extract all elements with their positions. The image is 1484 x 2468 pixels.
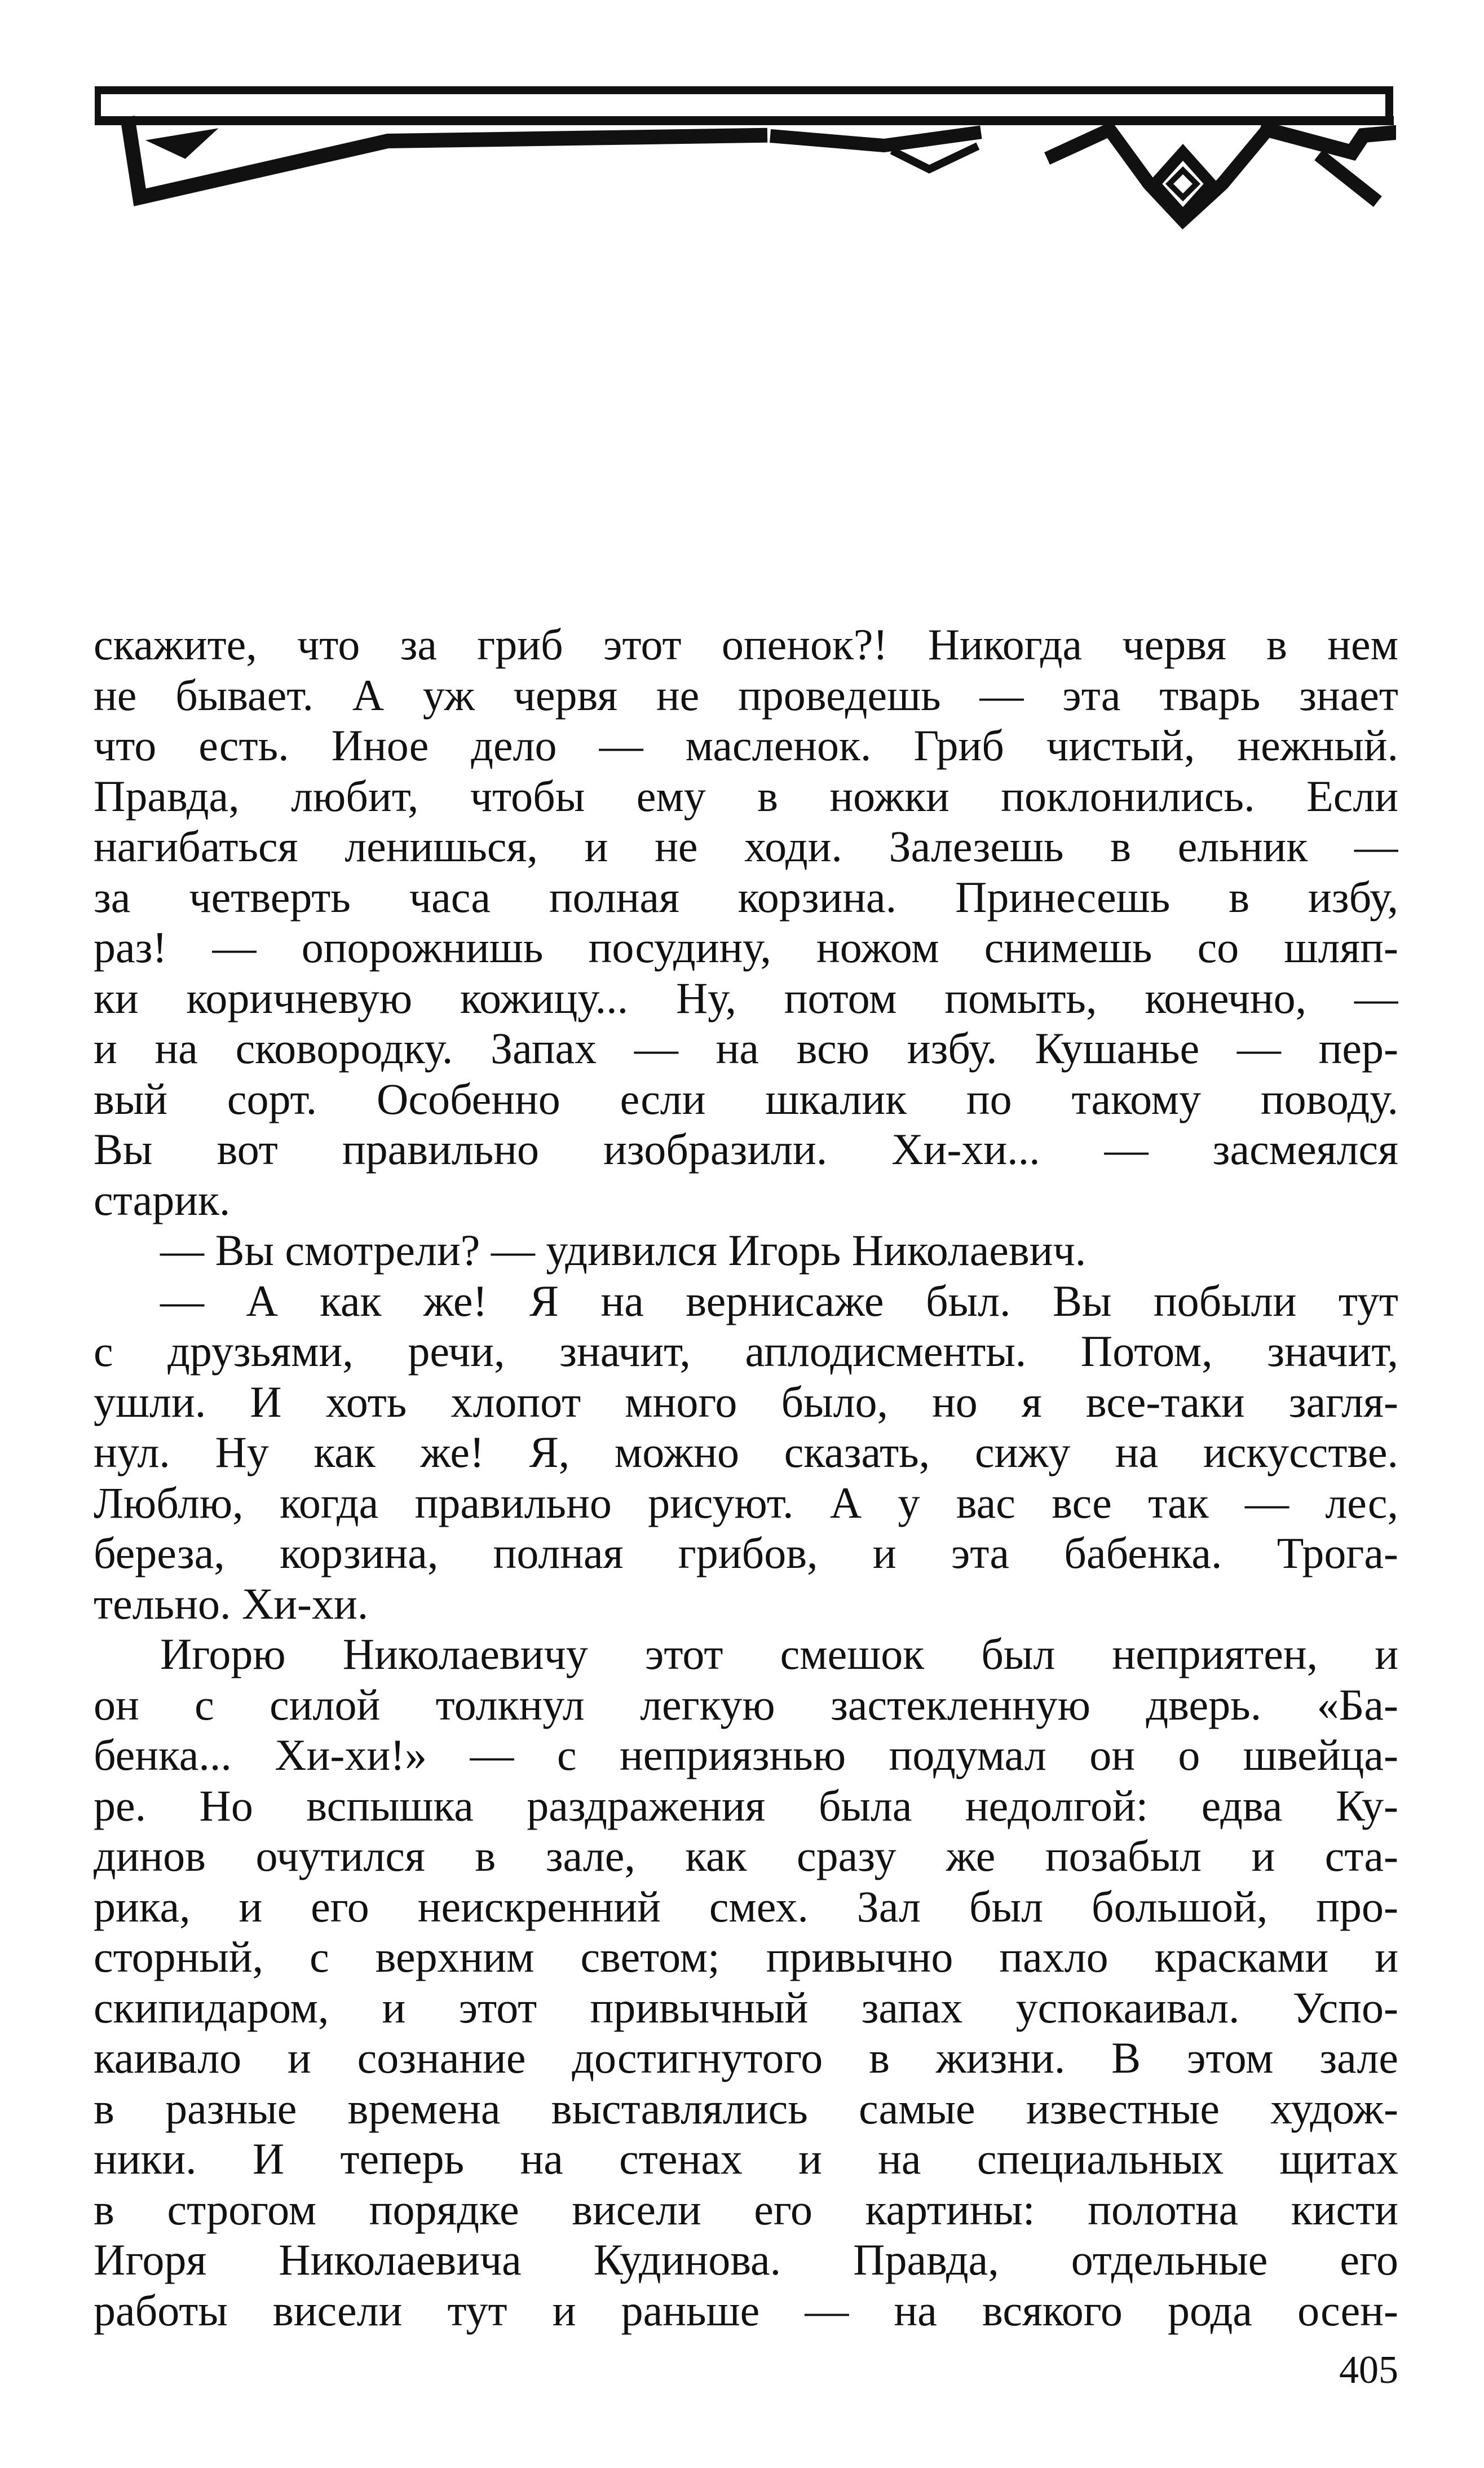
text-line: сторный, с верхним светом; привычно пахло красками и <box>94 1932 1398 1981</box>
text-line: скажите, что за гриб этот опенок?! Никогда червя в нем <box>94 620 1398 669</box>
text-line: — А как же! Я на вернисаже был. Вы побыли тут <box>160 1276 1398 1325</box>
text-line: нагибаться ленишься, и не ходи. Залезешь в ельник — <box>94 822 1398 871</box>
text-line: динов очутился в зале, как сразу же позабыл и ста- <box>94 1831 1398 1880</box>
text-line: не бывает. А уж червя не проведешь — эта тварь знает <box>94 670 1398 720</box>
text-line: раз! — опорожнишь посудину, ножом снимешь со шляп- <box>94 923 1398 972</box>
text-line: каивало и сознание достигнутого в жизни. В этом зале <box>94 2033 1398 2082</box>
text-line: работы висели тут и раньше — на всякого рода осен- <box>94 2285 1398 2335</box>
text-line: за четверть часа полная корзина. Принесешь в избу, <box>94 872 1398 922</box>
text-line: ки коричневую кожицу... Ну, потом помыть, конечно, — <box>94 973 1398 1023</box>
text-line: и на сковородку. Запах — на всю избу. Кушанье — пер- <box>94 1024 1398 1073</box>
text-line: бенка... Хи-хи!» — с неприязнью подумал он о швейца- <box>94 1730 1398 1779</box>
text-line: Правда, любит, чтобы ему в ножки поклонились. Если <box>94 771 1398 821</box>
text-line: Вы вот правильно изобразили. Хи-хи... — засмеялся <box>94 1125 1398 1174</box>
text-line: ушли. И хоть хлопот много было, но я все-таки загля- <box>94 1377 1398 1426</box>
page-number: 405 <box>1339 2348 1398 2392</box>
text-line: береза, корзина, полная грибов, и эта бабенка. Трога- <box>94 1528 1398 1577</box>
body-text <box>94 619 1398 2335</box>
text-line: рика, и его неискренний смех. Зал был большой, про- <box>94 1881 1398 1931</box>
text-line: нул. Ну как же! Я, можно сказать, сижу на искусстве. <box>94 1427 1398 1477</box>
text-line: вый сорт. Особенно если шкалик по такому поводу. <box>94 1074 1398 1123</box>
folk-headpiece-ornament-icon <box>95 85 1396 254</box>
text-line: с друзьями, речи, значит, аплодисменты. Потом, значит, <box>94 1326 1398 1376</box>
text-line: в строгом порядке висели его картины: полотна кисти <box>94 2184 1398 2234</box>
text-line: Люблю, когда правильно рисуют. А у вас все так — лес, <box>94 1478 1398 1527</box>
text-line: Игорю Николаевичу этот смешок был неприятен, и <box>160 1629 1398 1678</box>
text-line: ре. Но вспышка раздражения была недолгой: едва Ку- <box>94 1781 1398 1830</box>
text-line: тельно. Хи-хи. <box>94 1579 369 1628</box>
text-line: скипидаром, и этот привычный запах успокаивал. Успо- <box>94 1982 1398 2032</box>
text-line: — Вы смотрели? — удивился Игорь Николаевич. <box>160 1226 1086 1275</box>
text-line: в разные времена выставлялись самые известные худож- <box>94 2083 1398 2133</box>
text-line: Игоря Николаевича Кудинова. Правда, отдельные его <box>94 2235 1398 2284</box>
text-line: старик. <box>94 1175 231 1224</box>
text-line: ники. И теперь на стенах и на специальных щитах <box>94 2134 1398 2183</box>
text-line: он с силой толкнул легкую застекленную дверь. «Ба- <box>94 1680 1398 1729</box>
text-line: что есть. Иное дело — масленок. Гриб чистый, нежный. <box>94 721 1398 770</box>
